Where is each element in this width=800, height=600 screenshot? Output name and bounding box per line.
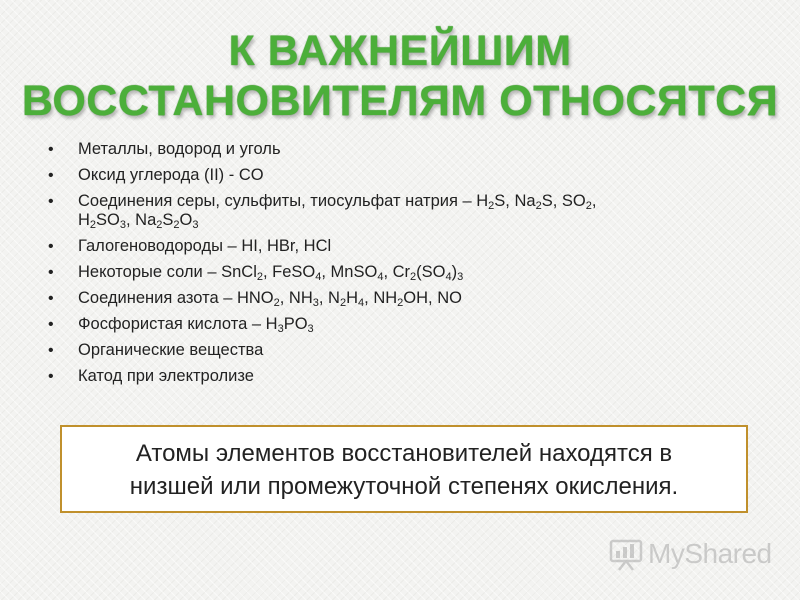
presentation-board-icon bbox=[608, 538, 644, 572]
bullet-marker: • bbox=[48, 238, 54, 255]
list-item bbox=[44, 140, 744, 159]
list-item-text: Галогеноводороды – HI, HBr, HCl bbox=[78, 237, 332, 255]
list-item-text: Фосфористая кислота – $H_3PO_3$ bbox=[78, 315, 314, 335]
bullet-marker: • bbox=[48, 264, 54, 281]
bullet-marker: • bbox=[48, 342, 54, 359]
list-item-text: Металлы, водород и уголь bbox=[78, 140, 281, 158]
list-item bbox=[44, 263, 744, 282]
bullet-marker: • bbox=[48, 141, 54, 158]
conclusion-line-1: Атомы элементов восстановителей находятся в bbox=[135, 440, 673, 467]
list-item bbox=[44, 315, 744, 334]
conclusion-box bbox=[60, 425, 748, 513]
list-item-text: Органические вещества bbox=[78, 341, 264, 359]
list-item bbox=[44, 237, 744, 256]
reducers-list bbox=[44, 140, 744, 393]
bullet-marker: • bbox=[48, 290, 54, 307]
list-item bbox=[44, 367, 744, 386]
list-item-text: Катод при электролизе bbox=[78, 367, 254, 385]
list-item-text: Соединения серы, сульфиты, тиосульфат натрия – $H_2S$, $Na_2S$, $SO_2$, $H_2SO_3$, $Na_2S_2O_3$ bbox=[78, 192, 597, 231]
list-item bbox=[44, 289, 744, 308]
slide-title bbox=[0, 26, 800, 126]
list-item bbox=[44, 166, 744, 185]
slide-title-line-2: ВОССТАНОВИТЕЛЯМ ОТНОСЯТСЯ bbox=[21, 77, 779, 125]
bullet-marker: • bbox=[48, 368, 54, 385]
watermark-text: MyShared bbox=[648, 538, 772, 569]
list-item-text: Оксид углерода (II) - CO bbox=[78, 166, 264, 184]
slide-title-line-1: К ВАЖНЕЙШИМ bbox=[228, 27, 572, 75]
bullet-marker: • bbox=[48, 193, 54, 210]
myshared-watermark bbox=[608, 536, 778, 576]
bullet-marker: • bbox=[48, 316, 54, 333]
list-item-text: Соединения азота – $HNO_2$, $NH_3$, $N_2H_4$, $NH_2OH$, NO bbox=[78, 289, 462, 309]
list-item-text: Некоторые соли – SnCl$_2$, FeSO$_4$, MnSO$_4$, $Cr_2(SO_4)_3$ bbox=[78, 263, 464, 283]
bullet-marker: • bbox=[48, 167, 54, 184]
conclusion-line-2: низшей или промежуточной степенях окисления. bbox=[129, 473, 679, 500]
list-item bbox=[44, 341, 744, 360]
list-item bbox=[44, 192, 744, 230]
